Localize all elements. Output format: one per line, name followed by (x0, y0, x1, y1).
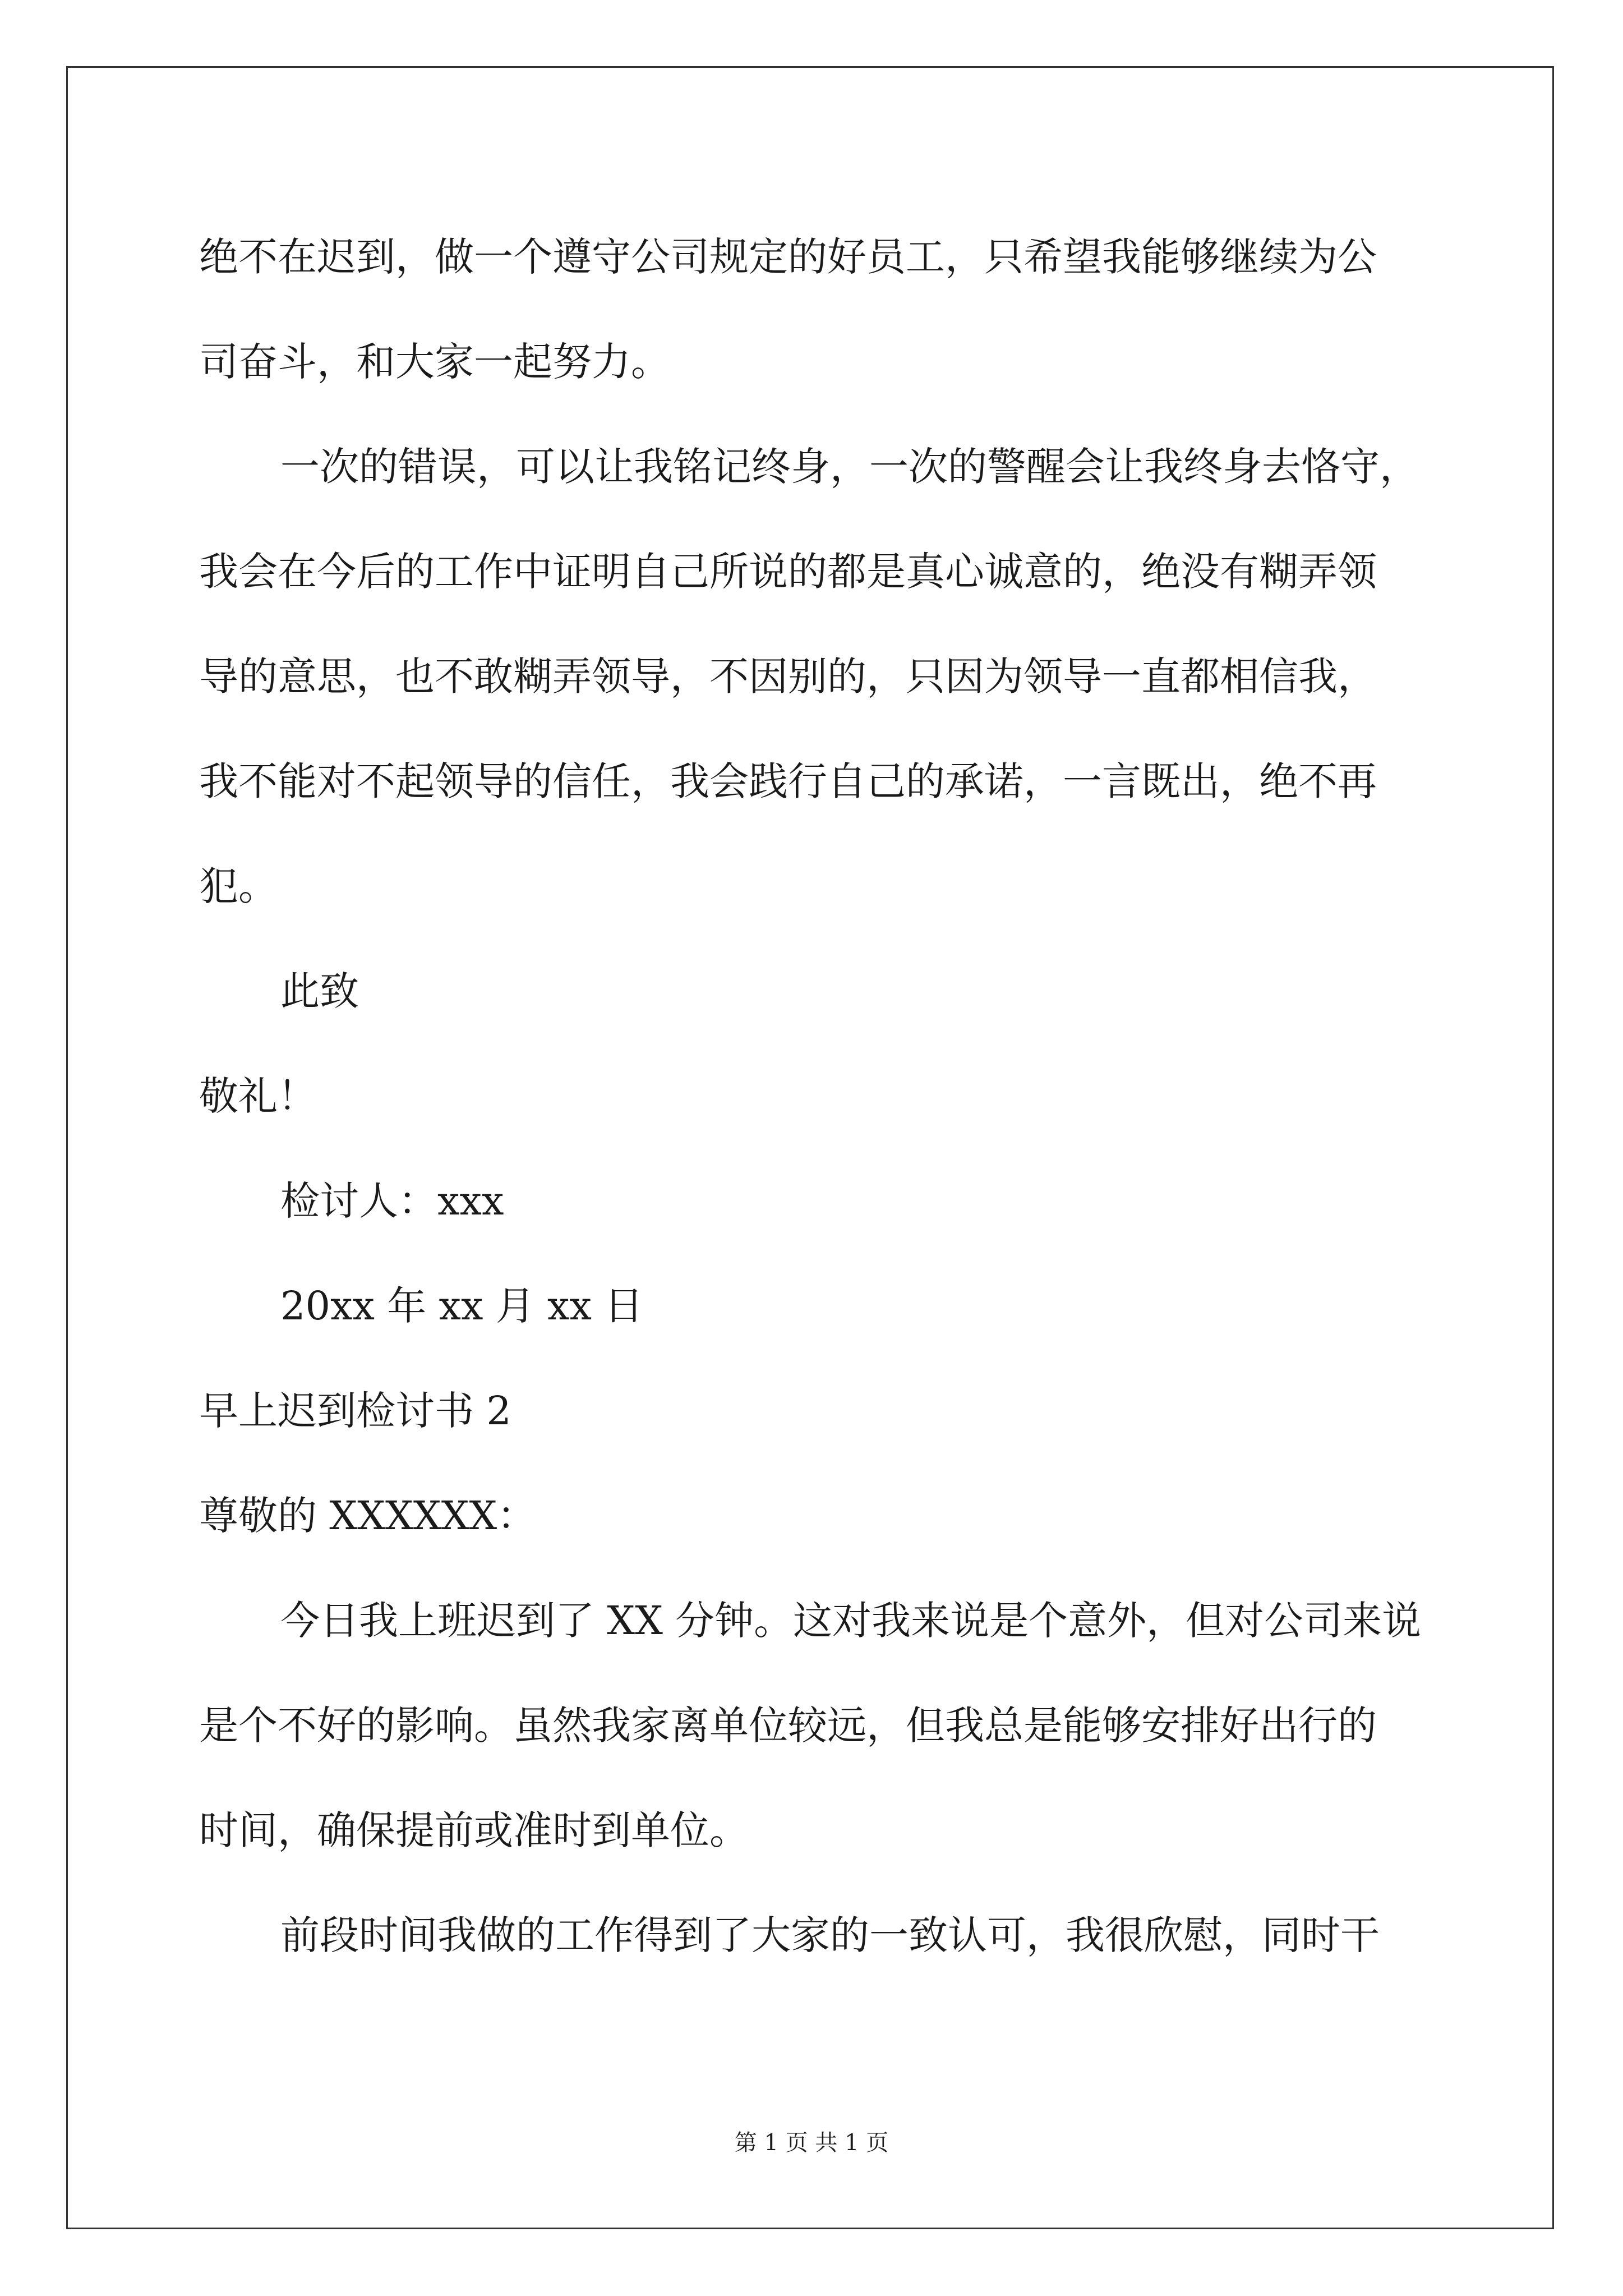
signature-line: 检讨人：xxx (280, 1178, 504, 1224)
recipient-line: 尊敬的 XXXXXX： (199, 1493, 537, 1539)
document-body (199, 205, 1467, 1988)
text-line: 导的意思，也不敢糊弄领导，不因别的，只因为领导一直都相信我， (199, 654, 1377, 700)
section-title: 早上迟到检讨书 2 (199, 1388, 511, 1434)
text-line: 前段时间我做的工作得到了大家的一致认可，我很欣慰，同时干 (280, 1912, 1380, 1958)
page-number-footer: 第 1 页 共 1 页 (734, 2130, 889, 2156)
text-line: 我会在今后的工作中证明自己所说的都是真心诚意的，绝没有糊弄领 (199, 549, 1377, 595)
date-line: 20xx 年 xx 月 xx 日 (280, 1283, 644, 1329)
text-line: 司奋斗，和大家一起努力。 (199, 339, 670, 385)
text-line: 犯。 (199, 863, 278, 909)
text-line: 我不能对不起领导的信任，我会践行自己的承诺，一言既出，绝不再 (199, 758, 1377, 804)
closing-respect: 敬礼！ (199, 1073, 317, 1119)
text-line: 是个不好的影响。虽然我家离单位较远，但我总是能够安排好出行的 (199, 1703, 1377, 1749)
text-line: 今日我上班迟到了 XX 分钟。这对我来说是个意外，但对公司来说 (280, 1598, 1422, 1644)
text-line: 时间，确保提前或准时到单位。 (199, 1807, 749, 1853)
text-line: 一次的错误，可以让我铭记终身，一次的警醒会让我终身去恪守， (280, 444, 1419, 490)
closing-salutation: 此致 (280, 968, 359, 1014)
text-line: 绝不在迟到，做一个遵守公司规定的好员工，只希望我能够继续为公 (199, 234, 1377, 280)
